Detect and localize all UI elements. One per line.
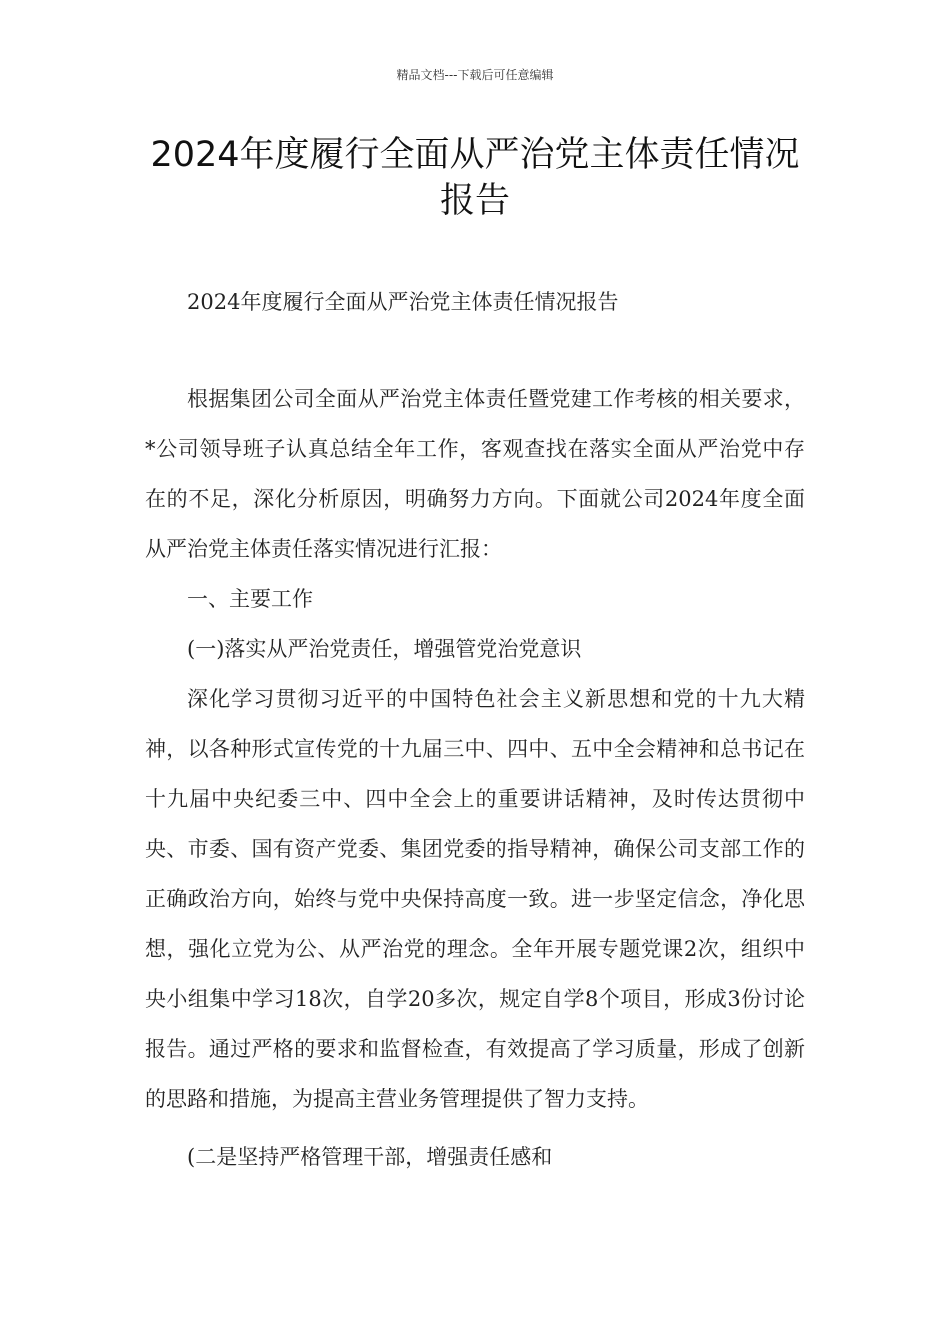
document-title: 2024年度履行全面从严治党主体责任情况报告 bbox=[150, 135, 800, 221]
document-subtitle: 2024年度履行全面从严治党主体责任情况报告 bbox=[187, 290, 619, 314]
subsection-heading-2: (二是坚持严格管理干部，增强责任感和 bbox=[187, 1145, 553, 1169]
page-header-note: 精品文档---下载后可任意编辑 bbox=[396, 68, 554, 82]
subsection-heading-1: (一)落实从严治党责任，增强管党治党意识 bbox=[187, 637, 582, 661]
document-body bbox=[145, 374, 805, 1182]
paragraph-study: 深化学习贯彻习近平的中国特色社会主义新思想和党的十九大精神，以各种形式宣传党的十九届三中、四中、五中全会精神和总书记在十九届中央纪委三中、四中全会上的重要讲话精神，及时传达贯彻中央、市委、国有资产党委、集团党委的指导精神，确保公司支部工作的正确政治方向，始终与党中央保持高度一致。进一步坚定信念，净化思想，强化立党为公、从严治党的理念。全年开展专题党课2次，组织中央小组集中学习18次，自学20多次，规定自学8个项目，形成3份讨论报告。通过严格的要求和监督检查，有效提高了学习质量，形成了创新的思路和措施，为提高主营业务管理提供了智力支持。 bbox=[145, 687, 805, 1111]
paragraph-intro: 根据集团公司全面从严治党主体责任暨党建工作考核的相关要求，*公司领导班子认真总结全年工作，客观查找在落实全面从严治党中存在的不足，深化分析原因，明确努力方向。下面就公司2024年度全面从严治党主体责任落实情况进行汇报： bbox=[145, 387, 805, 561]
section-heading-main-work: 一、主要工作 bbox=[187, 587, 313, 611]
